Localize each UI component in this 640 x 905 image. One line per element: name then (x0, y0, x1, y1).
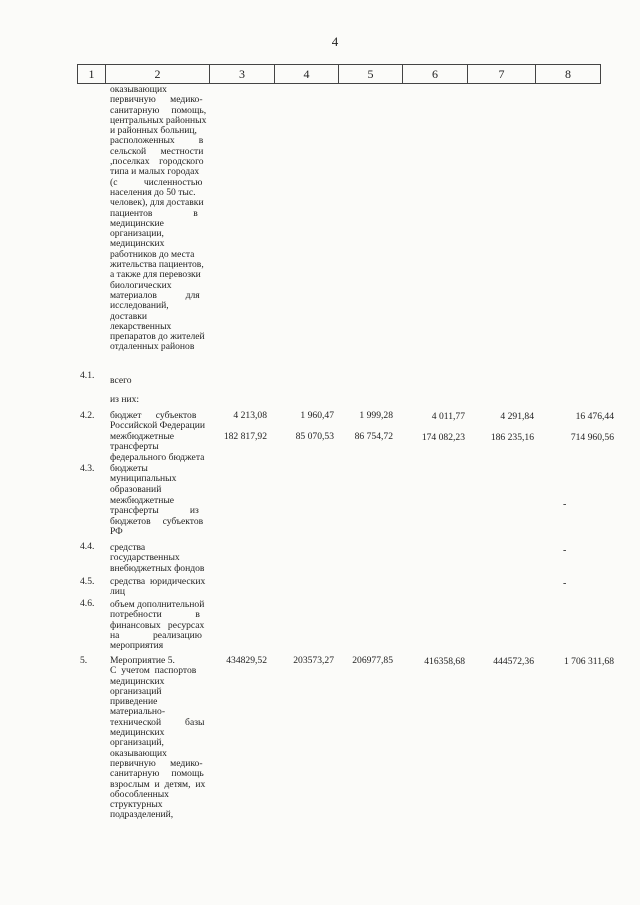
column-header-3: 3 (210, 65, 275, 84)
value-cell: 714 960,56 (570, 432, 614, 443)
row-description: средства государственных внебюджетных фондов (110, 542, 205, 574)
value-cell: 4 011,77 (431, 411, 465, 422)
row-description: бюджеты муниципальных образований (110, 463, 177, 495)
row-description: объем дополнительной потребности в финансовых ресурсах на реализацию мероприятия (110, 599, 205, 652)
value-cell: 203573,27 (293, 655, 334, 666)
column-header-2: 2 (106, 65, 210, 84)
value-cell: 444572,36 (493, 656, 534, 667)
column-header-1: 1 (78, 65, 106, 84)
column-header-6: 6 (403, 65, 468, 84)
column-header-7: 7 (468, 65, 536, 84)
value-cell: 206977,85 (352, 655, 393, 666)
row-description: межбюджетные трансферты федерального бюджета (110, 431, 205, 463)
row-description: всего (110, 375, 132, 386)
row-description: бюджет субъектов Российской Федерации (110, 410, 205, 432)
empty-value-dash: - (563, 499, 567, 510)
empty-value-dash: - (563, 578, 567, 589)
row-number: 4.6. (80, 598, 95, 609)
value-cell: 1 999,28 (359, 410, 393, 421)
column-header-8: 8 (536, 65, 601, 84)
row-number: 4.3. (80, 463, 95, 474)
row-number: 4.4. (80, 541, 95, 552)
row-number: 4.1. (80, 370, 95, 381)
value-cell: 174 082,23 (421, 432, 465, 443)
column-header-table (77, 64, 601, 84)
page-number: 4 (331, 34, 339, 49)
value-cell: 434829,52 (226, 655, 267, 666)
row-number: 4.2. (80, 410, 95, 421)
row-description: из них: (110, 394, 140, 405)
row-description: средства юридических лиц (110, 576, 206, 598)
column-header-4: 4 (275, 65, 339, 84)
value-cell: 186 235,16 (490, 432, 534, 443)
row-number: 4.5. (80, 576, 95, 587)
value-cell: 85 070,53 (295, 431, 334, 442)
column-header-5: 5 (339, 65, 403, 84)
continued-description: оказывающих первичную медико- санитарную помощь, центральных районных и районных больниц, расположенных в сельской местности ,поселках городского типа и малых городах (с численностью населения до 50 тыс. человек), для доставки пациентов в медицинские организации, медицинских работников до места жительства пациентов, а также для перевозки биологических материалов для исследований, доставки лекарственных препаратов до жителей отдаленных районов (110, 84, 207, 353)
value-cell: 416358,68 (424, 656, 465, 667)
value-cell: 4 213,08 (233, 410, 267, 421)
row-number: 5. (80, 655, 88, 666)
value-cell: 182 817,92 (223, 431, 267, 442)
value-cell: 86 754,72 (354, 431, 393, 442)
value-cell: 1 960,47 (300, 410, 334, 421)
row-description: межбюджетные трансферты из бюджетов субъектов РФ (110, 495, 204, 537)
row-description: Мероприятие 5. С учетом паспортов медицинских организаций приведение материально- технической базы медицинских организаций, оказывающих первичную медико- санитарную помощь взрослым и детям, их обособленных структурных подразделений, (110, 655, 206, 821)
value-cell: 1 706 311,68 (563, 656, 614, 667)
value-cell: 4 291,84 (500, 411, 534, 422)
empty-value-dash: - (563, 545, 567, 556)
value-cell: 16 476,44 (575, 411, 614, 422)
